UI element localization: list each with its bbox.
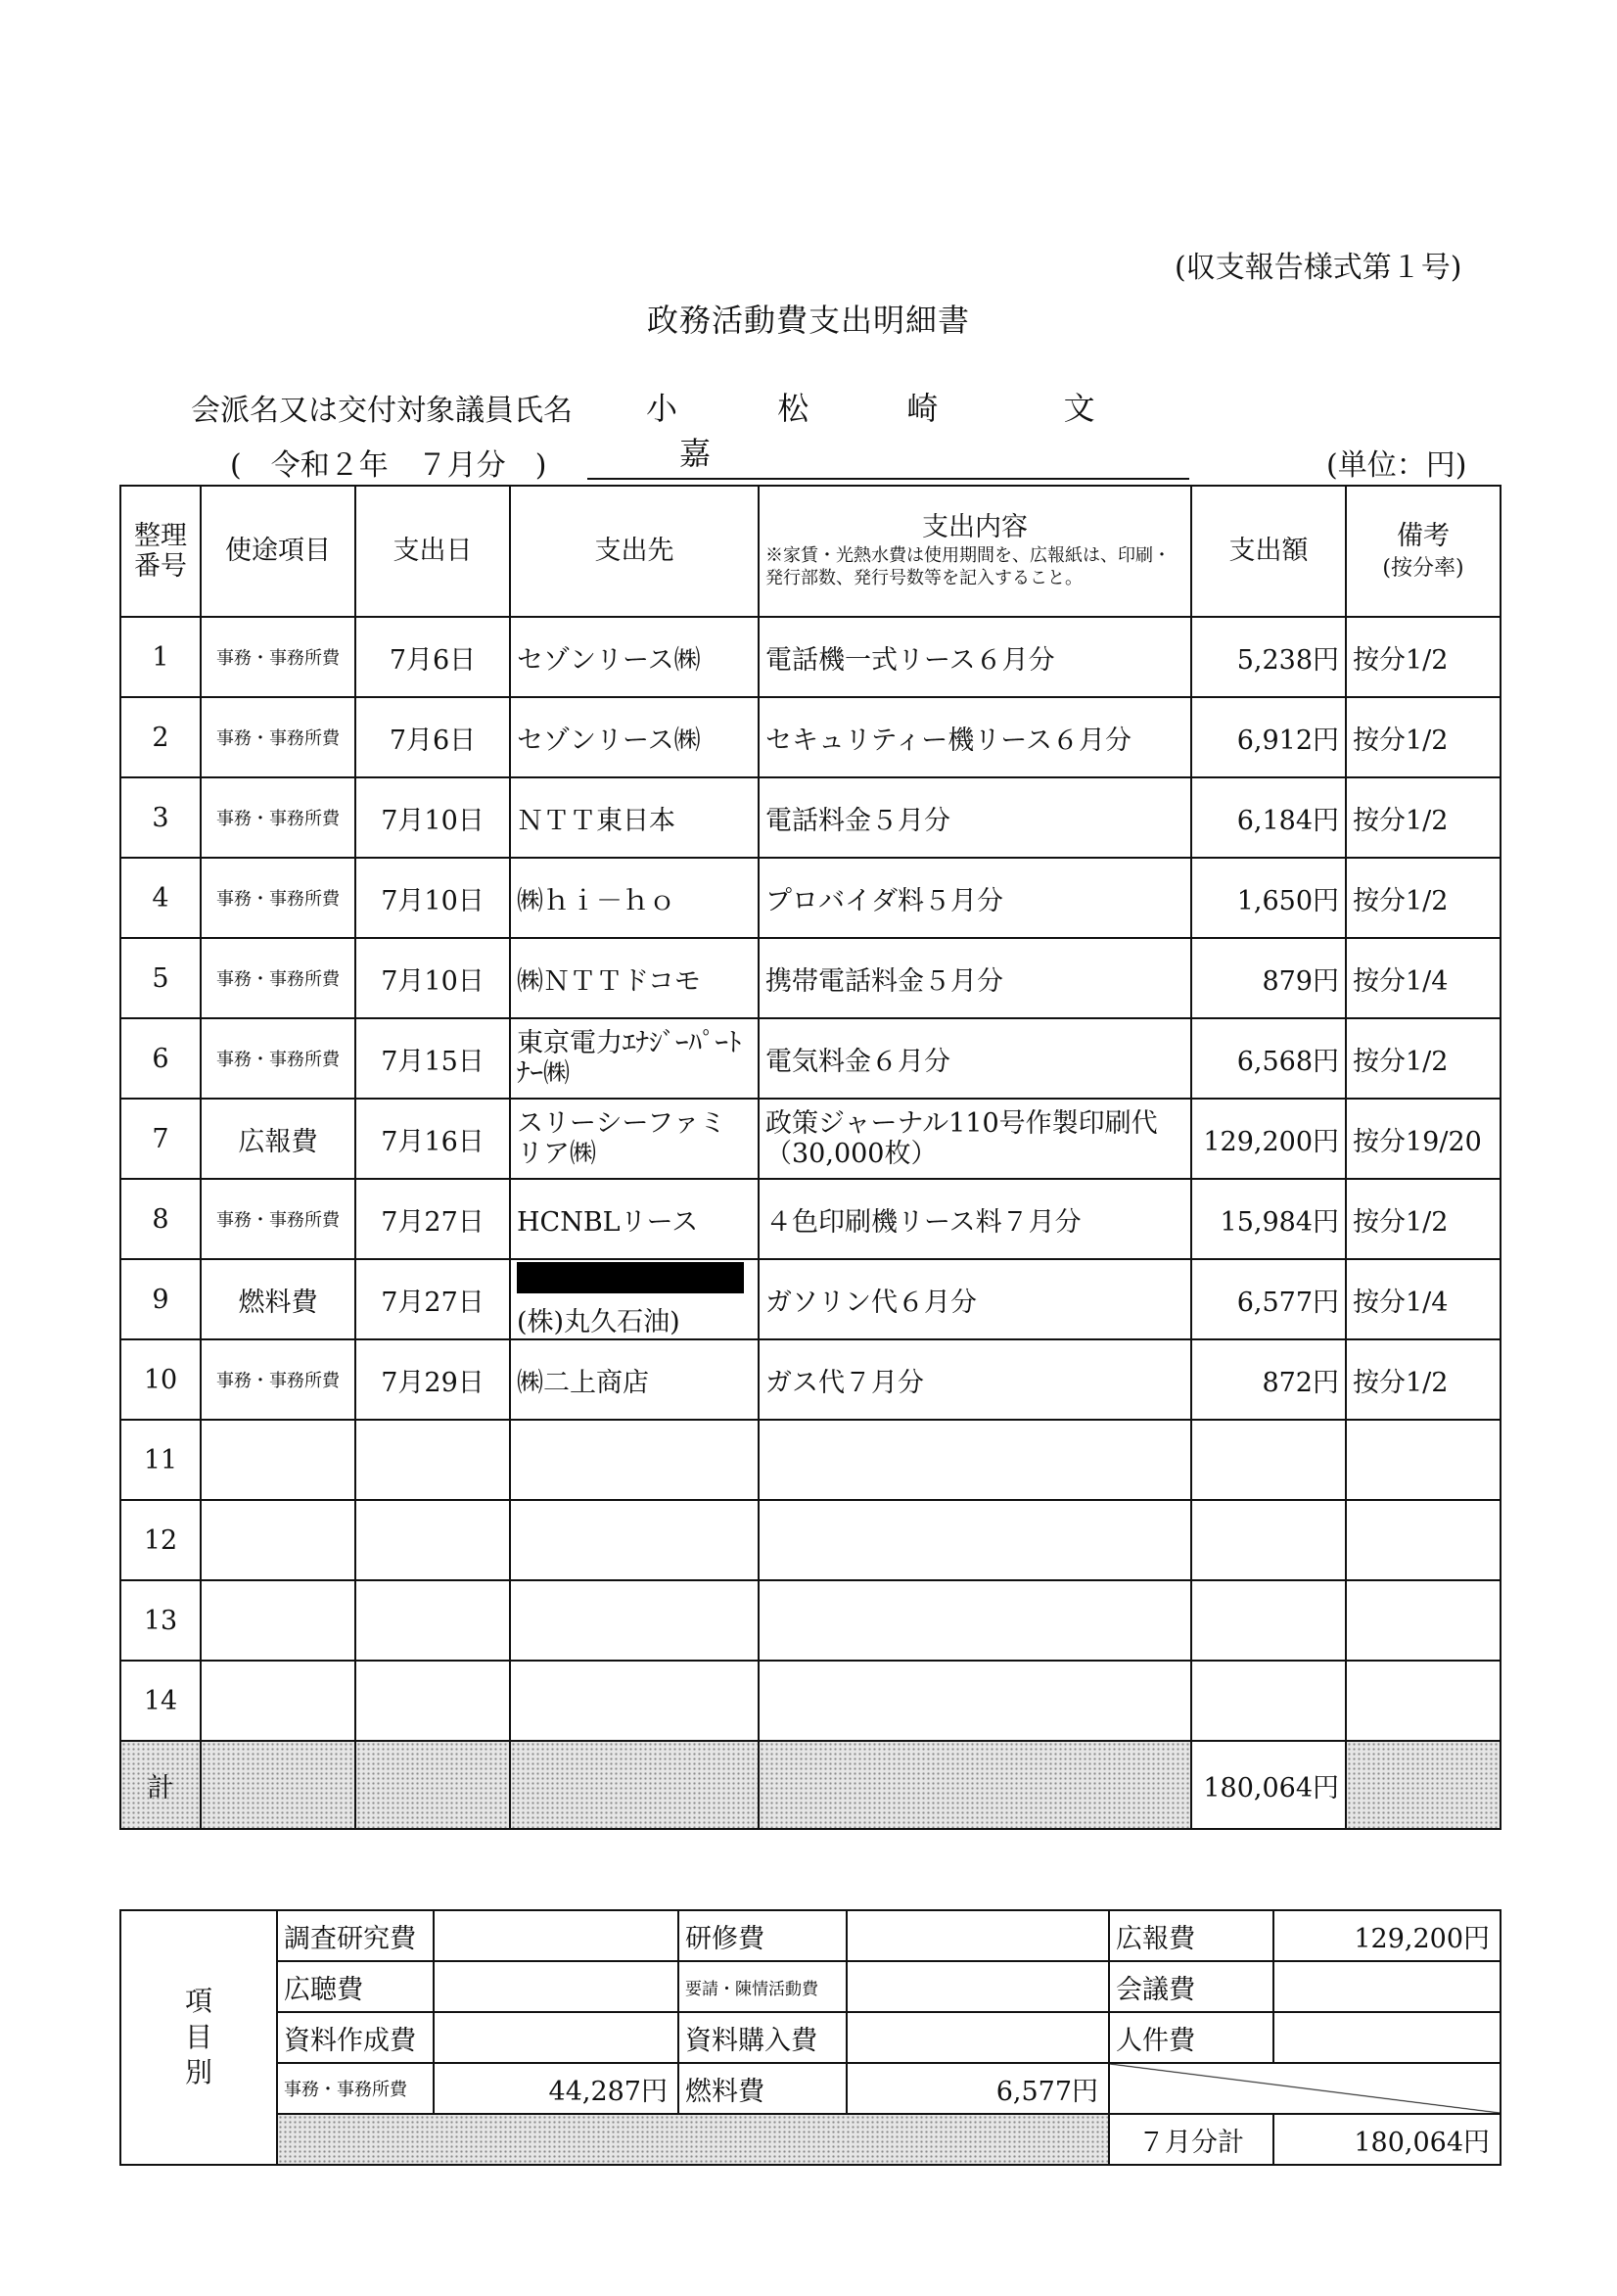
table-row (120, 1500, 1501, 1580)
table-row (120, 1018, 1501, 1099)
summary-value (847, 1910, 1109, 1961)
unit-label: (単位：円) (1326, 448, 1467, 483)
cell-content (759, 1500, 1191, 1580)
cell-payee: セゾンリース㈱ (510, 697, 759, 777)
table-row (120, 1179, 1501, 1259)
cell-date: 7月16日 (355, 1099, 510, 1179)
cell-date: 7月6日 (355, 697, 510, 777)
expense-table (119, 485, 1502, 1830)
cell-remarks: 按分1/2 (1346, 617, 1501, 697)
cell-remarks: 按分1/4 (1346, 1259, 1501, 1339)
cell-content: セキュリティー機リース６月分 (759, 697, 1191, 777)
cell-amount (1191, 1661, 1346, 1741)
cell-payee: ㈱ＮＴＴドコモ (510, 938, 759, 1018)
cell-content (759, 1661, 1191, 1741)
summary-label: 資料作成費 (277, 2012, 434, 2063)
cell-no: 13 (120, 1580, 201, 1661)
cell-category: 事務・事務所費 (201, 858, 355, 938)
total-shaded-cell (201, 1741, 355, 1829)
header-category: 使途項目 (201, 486, 355, 617)
summary-value (1273, 1961, 1501, 2012)
cell-no: 12 (120, 1500, 201, 1580)
total-amount: 180,064円 (1191, 1741, 1346, 1829)
total-row (120, 1741, 1501, 1829)
table-row (120, 1661, 1501, 1741)
cell-no: 4 (120, 858, 201, 938)
cell-category (201, 1500, 355, 1580)
member-name (587, 384, 1189, 480)
cell-amount (1191, 1420, 1346, 1500)
total-shaded-cell (355, 1741, 510, 1829)
cell-remarks (1346, 1661, 1501, 1741)
cell-amount: 6,577円 (1191, 1259, 1346, 1339)
name-char: 嘉 (679, 435, 712, 472)
summary-shaded-cell (277, 2114, 1109, 2165)
total-shaded-cell (510, 1741, 759, 1829)
cell-no: 7 (120, 1099, 201, 1179)
summary-row (120, 1910, 1501, 1961)
cell-payee (510, 1500, 759, 1580)
summary-label: 広聴費 (277, 1961, 434, 2012)
cell-content (759, 1580, 1191, 1661)
cell-date: 7月15日 (355, 1018, 510, 1099)
cell-payee: HCNBLリース (510, 1179, 759, 1259)
report-period: ( 令和２年 ７月分 ) (230, 448, 547, 483)
cell-remarks: 按分1/2 (1346, 1339, 1501, 1420)
table-row (120, 1580, 1501, 1661)
month-total-value: 180,064円 (1273, 2114, 1501, 2165)
cell-no: 2 (120, 697, 201, 777)
cell-payee: セゾンリース㈱ (510, 617, 759, 697)
cell-remarks: 按分1/2 (1346, 1179, 1501, 1259)
cell-content: ４色印刷機リース料７月分 (759, 1179, 1191, 1259)
cell-content: 携帯電話料金５月分 (759, 938, 1191, 1018)
summary-total-row (120, 2114, 1501, 2165)
cell-date: 7月27日 (355, 1259, 510, 1339)
side-label-text: 項目別 (185, 1985, 213, 2089)
cell-amount: 879円 (1191, 938, 1346, 1018)
summary-row (120, 2012, 1501, 2063)
cell-no: 9 (120, 1259, 201, 1339)
cell-date: 7月6日 (355, 617, 510, 697)
cell-category: 事務・事務所費 (201, 1018, 355, 1099)
cell-payee: スリーシーファミリア㈱ (510, 1099, 759, 1179)
cell-category: 事務・事務所費 (201, 697, 355, 777)
cell-content: 電気料金６月分 (759, 1018, 1191, 1099)
summary-value (434, 2012, 678, 2063)
total-label: 計 (120, 1741, 201, 1829)
cell-remarks (1346, 1420, 1501, 1500)
summary-label: 事務・事務所費 (277, 2063, 434, 2114)
cell-remarks (1346, 1500, 1501, 1580)
cell-remarks: 按分1/2 (1346, 858, 1501, 938)
cell-date (355, 1580, 510, 1661)
cell-category: 事務・事務所費 (201, 938, 355, 1018)
cell-payee (510, 1580, 759, 1661)
header-amount: 支出額 (1191, 486, 1346, 617)
cell-payee (510, 1259, 759, 1339)
cell-content: ガソリン代６月分 (759, 1259, 1191, 1339)
category-summary-table (119, 1909, 1502, 2166)
cell-remarks (1346, 1580, 1501, 1661)
header-content (759, 486, 1191, 617)
cell-date: 7月27日 (355, 1179, 510, 1259)
cell-date: 7月10日 (355, 858, 510, 938)
cell-category: 事務・事務所費 (201, 617, 355, 697)
table-row (120, 1259, 1501, 1339)
cell-no: 1 (120, 617, 201, 697)
summary-label: 燃料費 (678, 2063, 847, 2114)
summary-label: 広報費 (1109, 1910, 1273, 1961)
header-remarks-title: 備考 (1397, 520, 1450, 551)
cell-content: プロバイダ料５月分 (759, 858, 1191, 938)
summary-label: 会議費 (1109, 1961, 1273, 2012)
cell-no: 8 (120, 1179, 201, 1259)
summary-value (434, 1910, 678, 1961)
cell-no: 10 (120, 1339, 201, 1420)
name-char: 松 (777, 390, 809, 427)
summary-row (120, 2063, 1501, 2114)
summary-label: 研修費 (678, 1910, 847, 1961)
cell-payee: ㈱二上商店 (510, 1339, 759, 1420)
cell-amount: 129,200円 (1191, 1099, 1346, 1179)
cell-category: 燃料費 (201, 1259, 355, 1339)
cell-remarks: 按分1/2 (1346, 1018, 1501, 1099)
cell-remarks: 按分1/2 (1346, 697, 1501, 777)
table-row (120, 617, 1501, 697)
cell-no: 11 (120, 1420, 201, 1500)
header-payee: 支出先 (510, 486, 759, 617)
table-row (120, 1339, 1501, 1420)
summary-value (1273, 2012, 1501, 2063)
name-char: 崎 (906, 390, 939, 427)
month-total-label: ７月分計 (1109, 2114, 1273, 2165)
table-row (120, 697, 1501, 777)
cell-amount: 15,984円 (1191, 1179, 1346, 1259)
summary-crossed-cell (1109, 2063, 1501, 2114)
cell-payee: ＮＴＴ東日本 (510, 777, 759, 858)
table-row (120, 938, 1501, 1018)
summary-label: 調査研究費 (277, 1910, 434, 1961)
table-row (120, 858, 1501, 938)
cell-content: 電話料金５月分 (759, 777, 1191, 858)
header-content-title: 支出内容 (922, 512, 1028, 543)
cell-date: 7月10日 (355, 938, 510, 1018)
cell-amount: 6,568円 (1191, 1018, 1346, 1099)
summary-value: 44,287円 (434, 2063, 678, 2114)
summary-row (120, 1961, 1501, 2012)
summary-value: 129,200円 (1273, 1910, 1501, 1961)
cell-date (355, 1661, 510, 1741)
cell-category: 事務・事務所費 (201, 777, 355, 858)
cell-no: 14 (120, 1661, 201, 1741)
cell-payee: 東京電力ｴﾅｼﾞｰﾊﾟｰﾄﾅｰ㈱ (510, 1018, 759, 1099)
cell-date: 7月29日 (355, 1339, 510, 1420)
cell-date (355, 1420, 510, 1500)
header-no: 整理番号 (120, 486, 201, 617)
total-shaded-cell (759, 1741, 1191, 1829)
cell-amount: 5,238円 (1191, 617, 1346, 697)
name-label: 会派名又は交付対象議員氏名 (191, 394, 573, 428)
total-shaded-cell (1346, 1741, 1501, 1829)
summary-value (847, 2012, 1109, 2063)
header-remarks-sub: (按分率) (1382, 556, 1464, 581)
redaction-block (517, 1262, 744, 1293)
cell-category: 事務・事務所費 (201, 1179, 355, 1259)
cell-category (201, 1661, 355, 1741)
name-char: 文 (1063, 390, 1095, 427)
cell-amount (1191, 1580, 1346, 1661)
cell-remarks: 按分1/4 (1346, 938, 1501, 1018)
summary-value (847, 1961, 1109, 2012)
cell-amount: 872円 (1191, 1339, 1346, 1420)
header-date: 支出日 (355, 486, 510, 617)
cell-amount (1191, 1500, 1346, 1580)
cell-category (201, 1420, 355, 1500)
cell-content: 電話機一式リース６月分 (759, 617, 1191, 697)
cell-remarks: 按分1/2 (1346, 777, 1501, 858)
cell-remarks: 按分19/20 (1346, 1099, 1501, 1179)
cell-content: ガス代７月分 (759, 1339, 1191, 1420)
cell-no: 6 (120, 1018, 201, 1099)
form-number: (収支報告様式第１号) (1175, 251, 1462, 285)
cell-category (201, 1580, 355, 1661)
cell-content (759, 1420, 1191, 1500)
header-remarks (1346, 486, 1501, 617)
summary-label: 要請・陳情活動費 (678, 1961, 847, 2012)
cell-payee-text: (株)丸久石油) (517, 1307, 680, 1337)
cell-payee (510, 1661, 759, 1741)
summary-side-label (120, 1910, 277, 2165)
cell-amount: 6,184円 (1191, 777, 1346, 858)
cell-category: 事務・事務所費 (201, 1339, 355, 1420)
header-content-note: ※家賃・光熱水費は使用期間を、広報紙は、印刷・発行部数、発行号数等を記入すること。 (765, 544, 1171, 589)
summary-label: 人件費 (1109, 2012, 1273, 2063)
table-row (120, 1420, 1501, 1500)
table-header-row (120, 486, 1501, 617)
cell-content: 政策ジャーナル110号作製印刷代（30,000枚） (759, 1099, 1191, 1179)
summary-value (434, 1961, 678, 2012)
cell-category: 広報費 (201, 1099, 355, 1179)
cell-amount: 1,650円 (1191, 858, 1346, 938)
name-char: 小 (646, 390, 678, 427)
cell-amount: 6,912円 (1191, 697, 1346, 777)
cell-no: 5 (120, 938, 201, 1018)
cell-date: 7月10日 (355, 777, 510, 858)
cell-payee: ㈱ｈｉ－ｈｏ (510, 858, 759, 938)
cell-no: 3 (120, 777, 201, 858)
summary-value: 6,577円 (847, 2063, 1109, 2114)
table-row (120, 1099, 1501, 1179)
cell-payee (510, 1420, 759, 1500)
document-title: 政務活動費支出明細書 (646, 302, 970, 339)
summary-label: 資料購入費 (678, 2012, 847, 2063)
cell-date (355, 1500, 510, 1580)
table-row (120, 777, 1501, 858)
